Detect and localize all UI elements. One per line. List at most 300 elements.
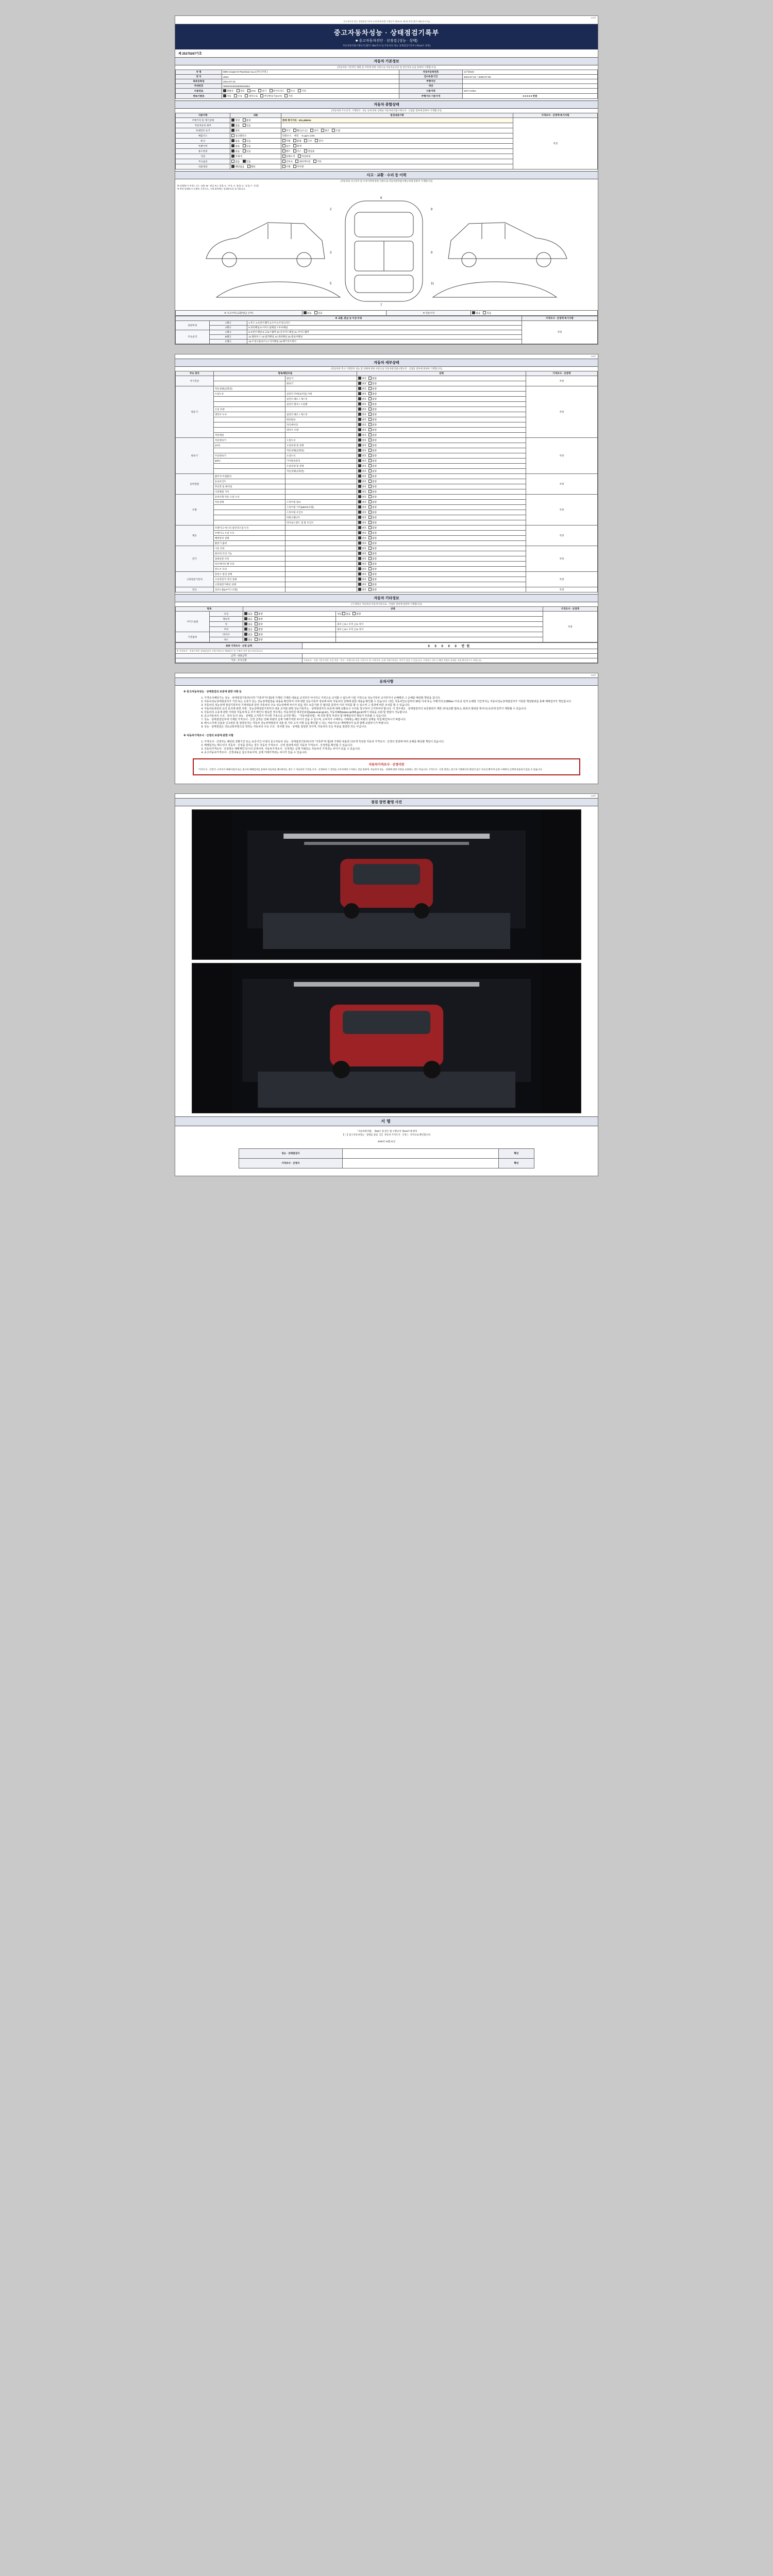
checkbox-detail-0-0-1[interactable]: 불량 bbox=[368, 377, 377, 380]
accident-note-1: ※ (상태표시 부호) : ( X : 교환, W : 판금 또는 용접, C : 부식, A : 흠집, U : 요철, T : 손상) bbox=[177, 184, 259, 187]
notice-item-7: 8. 해시고지에 신용과 신고번호 및 점검일자는 자동차 성능상태점검의 내용 및 기타 고지 사항 등을 확인할 수 있는 자료이므로 매매계약서 등과 함께 보관하시기 바랍니다. bbox=[204, 721, 590, 725]
detail-sub-1-3: 실린더 블록 / 오일팬 bbox=[285, 402, 357, 407]
checkbox-detail-3-1-0[interactable]: 양호 bbox=[358, 480, 366, 483]
number-value: 25375267기호 bbox=[182, 53, 202, 56]
detail-state-6-4 bbox=[357, 567, 526, 572]
table-row bbox=[176, 632, 598, 637]
checkbox-overall-9-1[interactable]: 해당 bbox=[247, 165, 256, 168]
checkbox-detail-2-5-1[interactable]: 불량 bbox=[368, 464, 377, 468]
checkbox-detail-7-0-0[interactable]: 양호 bbox=[358, 572, 366, 576]
accident-state-head: 가격조사 · 산정액 특기사항 bbox=[522, 316, 597, 321]
detail-state-8-0 bbox=[357, 587, 526, 592]
photos-title: 점검 장면 촬영 사진 bbox=[175, 798, 598, 806]
overall-table bbox=[175, 113, 598, 170]
detail-item-6-3: 라디에이터 팬 모터 bbox=[213, 562, 285, 567]
overall-name-2: 차대번호 표기 bbox=[176, 128, 230, 133]
checkbox-other-4-1[interactable]: 불량 bbox=[255, 633, 263, 636]
checkbox-detail-2-1-0[interactable]: 양호 bbox=[358, 444, 366, 447]
checkbox-fuel-2[interactable]: LPG bbox=[247, 89, 256, 92]
notice-title: 유의사항 bbox=[175, 677, 598, 686]
section-detail-title: 자동차 세부상태 bbox=[175, 359, 598, 367]
checkbox-detail-5-2-0[interactable]: 양호 bbox=[358, 536, 366, 540]
detail-col-3: 가격조사 · 산정액 bbox=[526, 371, 597, 376]
checkbox-detail-3-2-0[interactable]: 양호 bbox=[358, 485, 366, 488]
detail-group-5: 제동 bbox=[176, 526, 214, 546]
detail-sub-5-1 bbox=[285, 531, 357, 536]
checkbox-detail-2-2-1[interactable]: 불량 bbox=[368, 449, 377, 452]
notice-item-6: 7. 성능 · 상태점검일자에 기재된 가격조사 · 산정 금액은 당해 차량의 실제 거래가격과 차이가 있을 수 있으며, 소비자가 구매하는 거래에는 해당 차량의 상태를 직접 확인하시기 바랍니다. bbox=[204, 718, 590, 721]
overall-name-5: 특별이력 bbox=[176, 144, 230, 149]
checkbox-overall-5-1[interactable]: 있음 bbox=[243, 144, 251, 148]
signature-title: 서명 bbox=[175, 1116, 598, 1126]
checkbox-fuel-1[interactable]: 경유 bbox=[237, 89, 245, 93]
checkbox-fuel-3[interactable]: 전기 bbox=[258, 89, 266, 93]
notice-price-title: ※ 자동차가격조사 · 산정의 보증에 관한 사항 bbox=[183, 734, 233, 737]
checkbox-detail-2-2-0[interactable]: 양호 bbox=[358, 449, 366, 452]
table-header-row bbox=[176, 316, 598, 321]
detail-sub-1-0 bbox=[285, 386, 357, 392]
checkbox-detail-5-0-1[interactable]: 불량 bbox=[368, 526, 377, 530]
notice-price-item-3: 4. 중고자동차가격조사 · 산정내용은 참고자료이며, 실제 거래가격과는 차이가 있을 수 있습니다. bbox=[204, 751, 590, 754]
other-group-0: 사이드슬립 bbox=[176, 612, 210, 632]
svg-text:6: 6 bbox=[380, 197, 382, 200]
section-basic-title: 자동차 기본정보 bbox=[175, 57, 598, 65]
checkbox-detail-6-1-0[interactable]: 양호 bbox=[358, 552, 366, 555]
overall-col-3: 가격조사 · 산정액 특기사항 bbox=[513, 113, 598, 118]
detail-note-5: 적정 bbox=[526, 526, 597, 546]
checkbox-overall-9-0[interactable]: 해당없음 bbox=[231, 165, 244, 168]
detail-item-1-2 bbox=[213, 397, 285, 402]
detail-col-0: 주요 장치 bbox=[176, 371, 214, 376]
checkbox-fuel-6[interactable]: 기타 bbox=[298, 89, 306, 93]
detail-state-7-2 bbox=[357, 582, 526, 587]
checkbox-detail-6-2-0[interactable]: 양호 bbox=[358, 557, 366, 561]
detail-item-4-1: 작동상태 bbox=[213, 500, 285, 505]
detail-state-2-6 bbox=[357, 469, 526, 474]
checkbox-sunroof[interactable]: 선루프 bbox=[282, 160, 293, 163]
basic-usage-value: NOT CODA bbox=[462, 89, 597, 94]
checkbox-overall-5-0[interactable]: 없음 bbox=[231, 144, 240, 148]
other-table bbox=[175, 606, 598, 642]
checkbox-detail-7-2-0[interactable]: 양호 bbox=[358, 583, 366, 586]
checkbox-detail-1-8-1[interactable]: 불량 bbox=[368, 428, 377, 432]
checkbox-other-5-0[interactable]: 없음 bbox=[244, 638, 253, 641]
photo-2-graphic bbox=[192, 963, 581, 1113]
detail-state-1-6 bbox=[357, 417, 526, 422]
sheet-1 bbox=[175, 15, 598, 345]
checkbox-detail-7-0-1[interactable]: 불량 bbox=[368, 572, 377, 576]
detail-item-1-0: 작동상태(공회전) bbox=[213, 386, 285, 392]
checkbox-detail-3-3-0[interactable]: 양호 bbox=[358, 490, 366, 494]
checkbox-other-5-1[interactable]: 불량 bbox=[255, 638, 263, 641]
detail-state-3-1 bbox=[357, 479, 526, 484]
detail-note-3: 적정 bbox=[526, 474, 597, 495]
checkbox-overall-0-0[interactable]: 정상 bbox=[231, 118, 240, 122]
overall-name-4: 튜닝 bbox=[176, 139, 230, 144]
overall-opts-6 bbox=[230, 149, 281, 154]
checkbox-overall-6-1[interactable]: 있음 bbox=[243, 149, 251, 153]
checkbox-detail-4-3-1[interactable]: 불량 bbox=[368, 511, 377, 514]
other-opts-4 bbox=[243, 632, 336, 637]
detail-state-1-5 bbox=[357, 412, 526, 417]
basic-value2-2 bbox=[462, 79, 597, 84]
checkbox-detail-1-3-0[interactable]: 양호 bbox=[358, 402, 366, 406]
checkbox-rent[interactable]: 렌트 bbox=[282, 149, 291, 153]
checkbox-detail-1-2-1[interactable]: 불량 bbox=[368, 397, 377, 401]
checkbox-overall-2-4[interactable]: 변조 bbox=[321, 129, 329, 132]
detail-item-7-0: 충전구 절연 상태 bbox=[213, 572, 285, 577]
svg-text:8: 8 bbox=[431, 208, 433, 211]
checkbox-detail-5-3-1[interactable]: 불량 bbox=[368, 541, 377, 545]
checkbox-business[interactable]: 영업용 bbox=[304, 149, 314, 153]
final-price-note: ※ 가격조사 · 산정가격은 상태점검자 기재가격으로 매매상사 및 구매자 간의 참고자료입니다. bbox=[176, 649, 598, 654]
checkbox-tuning-legal[interactable]: 적법 bbox=[282, 139, 291, 143]
detail-col-1: 항목/해당부품 bbox=[213, 371, 357, 376]
detail-item-3-0: 클러치 어셈블리 bbox=[213, 474, 285, 479]
other-opts-5 bbox=[243, 637, 336, 642]
checkbox-overall-1-0[interactable]: 없음 bbox=[231, 124, 240, 127]
detail-item-6-2: 실내송풍 모터 bbox=[213, 556, 285, 562]
checkbox-trans-1[interactable]: 수동 bbox=[234, 94, 242, 98]
other-opts-1 bbox=[243, 617, 336, 622]
page-mark-2: 2/4면 bbox=[591, 355, 596, 358]
checkbox-detail-8-0-1[interactable]: 불량 bbox=[368, 588, 377, 591]
checkbox-other2-0-0[interactable]: 없음 bbox=[342, 612, 350, 616]
checkbox-other-0-1[interactable]: 불량 bbox=[255, 612, 263, 616]
overall-detail-5 bbox=[281, 144, 513, 149]
sign-field-0[interactable] bbox=[342, 1148, 499, 1158]
checkbox-detail-5-1-1[interactable]: 불량 bbox=[368, 531, 377, 535]
checkbox-detail-2-4-1[interactable]: 불량 bbox=[368, 459, 377, 463]
detail-sub-5-0 bbox=[285, 526, 357, 531]
sign-field-1[interactable] bbox=[342, 1158, 499, 1168]
detail-sub-7-2 bbox=[285, 582, 357, 587]
checkbox-detail-1-9-0[interactable]: 양호 bbox=[358, 433, 366, 437]
checkbox-lease[interactable]: 리스 bbox=[293, 149, 301, 153]
checkbox-detail-4-2-1[interactable]: 불량 bbox=[368, 505, 377, 509]
other-extra-label-2: 좌우 ( )% / 우측 ( )% 차이 bbox=[337, 622, 364, 625]
sign-role-0: 성능 · 상태점검자 bbox=[239, 1148, 343, 1158]
detail-item-2-5 bbox=[213, 464, 285, 469]
detail-item-6-0: 시동 모터 bbox=[213, 546, 285, 551]
detail-sub-1-2: 실린더 헤드 / 개스킷 bbox=[285, 397, 357, 402]
detail-note-0: 적정 bbox=[526, 376, 597, 386]
checkbox-other-1-0[interactable]: 없음 bbox=[244, 617, 253, 621]
detail-table-body bbox=[176, 376, 598, 592]
checkbox-overall-3-0[interactable]: 일산화탄소 bbox=[231, 134, 246, 138]
checkbox-other-0-0[interactable]: 없음 bbox=[244, 612, 253, 616]
checkbox-detail-1-0-1[interactable]: 불량 bbox=[368, 387, 377, 391]
checkbox-detail-1-8-0[interactable]: 양호 bbox=[358, 428, 366, 432]
other-name-4: 타이어 bbox=[209, 632, 243, 637]
detail-item-3-3: 디퍼렌셜 기어 bbox=[213, 489, 285, 495]
number-label: 제 bbox=[178, 53, 181, 56]
checkbox-detail-5-2-1[interactable]: 불량 bbox=[368, 536, 377, 540]
checkbox-detail-2-5-0[interactable]: 양호 bbox=[358, 464, 366, 468]
table-row bbox=[176, 438, 598, 443]
svg-text:3: 3 bbox=[330, 251, 332, 255]
detail-state-5-2 bbox=[357, 536, 526, 541]
checkbox-detail-0-1-0[interactable]: 양호 bbox=[358, 382, 366, 385]
other-name-3: 주차 bbox=[209, 627, 243, 632]
checkbox-detail-7-2-1[interactable]: 불량 bbox=[368, 583, 377, 586]
detail-sub-1-9 bbox=[285, 433, 357, 438]
detail-group-0: 자기진단 bbox=[176, 376, 214, 386]
svg-text:2: 2 bbox=[330, 208, 332, 211]
page-mark-4: 4/4면 bbox=[591, 794, 596, 797]
checkbox-tuning-struct[interactable]: 구조 bbox=[304, 139, 312, 143]
trans-options bbox=[222, 94, 399, 99]
overall-opts-4 bbox=[230, 139, 281, 144]
detail-state-5-0 bbox=[357, 526, 526, 531]
checkbox-detail-0-1-1[interactable]: 불량 bbox=[368, 382, 377, 385]
checkbox-detail-2-6-1[interactable]: 불량 bbox=[368, 469, 377, 473]
checkbox-detail-3-1-1[interactable]: 불량 bbox=[368, 480, 377, 483]
checkbox-detail-1-2-0[interactable]: 양호 bbox=[358, 397, 366, 401]
checkbox-simple-yes[interactable]: 있음 bbox=[483, 311, 491, 315]
checkbox-option-etc[interactable]: 기타 bbox=[313, 160, 322, 163]
checkbox-fuel-4[interactable]: 하이브리드 bbox=[270, 89, 284, 93]
checkbox-trans-2[interactable]: 세미오토 bbox=[245, 94, 258, 98]
section-other-title: 자동차 기타정보 bbox=[175, 594, 598, 602]
checkbox-fuel-5[interactable]: 수소 bbox=[287, 89, 295, 93]
checkbox-other-4-0[interactable]: 없음 bbox=[244, 633, 253, 636]
inspection-photo-1 bbox=[192, 809, 581, 960]
checkbox-trans-0[interactable]: 자동 bbox=[223, 94, 231, 98]
basic-value-2: 2014-07-10 bbox=[222, 79, 399, 84]
price-row-value-0 bbox=[302, 654, 597, 658]
checkbox-detail-1-5-1[interactable]: 불량 bbox=[368, 413, 377, 416]
overall-name-9: 리콜대상 bbox=[176, 164, 230, 170]
checkbox-detail-1-6-1[interactable]: 불량 bbox=[368, 418, 377, 421]
checkbox-overall-1-1[interactable]: 있음 bbox=[243, 124, 251, 127]
table-row bbox=[176, 376, 598, 381]
checkbox-detail-4-5-0[interactable]: 양호 bbox=[358, 521, 366, 524]
checkbox-detail-1-6-0[interactable]: 양호 bbox=[358, 418, 366, 421]
notice-item-0: 1. 가격조사해당기는 성능 · 상태점검기록부(이하 "기록부"라 함)에 기재된 기재된 내용을 교지하지 아니하고 거짓으로 교지할 수 없으며 이를 거짓으로 성능기록부 교지하거나 손해배상 그 손해를 배상할 책임을 집니다. bbox=[204, 696, 590, 700]
other-name-0: 유입 bbox=[209, 612, 243, 617]
overall-detail-8 bbox=[281, 159, 513, 164]
checkbox-detail-2-3-1[interactable]: 불량 bbox=[368, 454, 377, 457]
table-row bbox=[176, 627, 598, 632]
checkbox-other-2-1[interactable]: 불량 bbox=[255, 622, 263, 626]
checkbox-detail-2-1-1[interactable]: 불량 bbox=[368, 444, 377, 447]
checkbox-detail-1-4-0[interactable]: 양호 bbox=[358, 408, 366, 411]
checkbox-color-change[interactable]: 색상변경 bbox=[298, 155, 311, 158]
checkbox-overall-8-0[interactable]: 없음 bbox=[231, 160, 240, 163]
price-definition-box bbox=[193, 758, 580, 775]
basic-label-2: 최초등록일 bbox=[176, 79, 222, 84]
checkbox-detail-4-3-0[interactable]: 양호 bbox=[358, 511, 366, 514]
detail-state-4-5 bbox=[357, 520, 526, 526]
checkbox-detail-2-0-0[interactable]: 양호 bbox=[358, 438, 366, 442]
checkbox-detail-2-3-0[interactable]: 양호 bbox=[358, 454, 366, 457]
table-row bbox=[176, 658, 598, 663]
detail-state-4-3 bbox=[357, 510, 526, 515]
checkbox-detail-2-6-0[interactable]: 양호 bbox=[358, 469, 366, 473]
checkbox-detail-1-5-0[interactable]: 양호 bbox=[358, 413, 366, 416]
detail-state-3-0 bbox=[357, 474, 526, 479]
detail-sub-4-0 bbox=[285, 495, 357, 500]
detail-sub-6-1 bbox=[285, 551, 357, 556]
overall-detail-2 bbox=[281, 128, 513, 133]
price-definition-title: 자동차가격조사 · 산정이란 bbox=[368, 764, 405, 767]
table-row bbox=[176, 79, 598, 84]
overall-detail-0: 현재 계기거리 : 201,450Km bbox=[281, 118, 513, 123]
notice-item-2: 3. 자동차의 성능상태 점검기록부의 기재내용과 달리 자동차의 주요 성능상태에 차이가 있을 경우 보증기관 간 협의를 통하여 이의 처리를 할 수 있으며 그 결과에 따른 조치를 할 수 있습니다. bbox=[204, 703, 590, 707]
checkbox-detail-4-5-1[interactable]: 불량 bbox=[368, 521, 377, 524]
svg-text:11: 11 bbox=[431, 282, 434, 285]
checkbox-detail-3-3-1[interactable]: 불량 bbox=[368, 490, 377, 494]
checkbox-overall-2-2[interactable]: 훼손(오손) bbox=[293, 129, 308, 132]
signature-line-1: 「자동차관리법」 제58조 및 같은 법 시행규칙 제120조에 따라 bbox=[356, 1129, 417, 1132]
detail-sub-4-2: 스티어링 기어(MDPS포함) bbox=[285, 505, 357, 510]
checkbox-detail-3-2-1[interactable]: 불량 bbox=[368, 485, 377, 488]
checkbox-detail-1-1-0[interactable]: 양호 bbox=[358, 392, 366, 396]
checkbox-other2-0-1[interactable]: 불량 bbox=[352, 612, 361, 616]
checkbox-detail-1-1-1[interactable]: 불량 bbox=[368, 392, 377, 396]
checkbox-detail-4-0-0[interactable]: 양호 bbox=[358, 495, 366, 499]
checkbox-detail-1-9-1[interactable]: 불량 bbox=[368, 433, 377, 437]
checkbox-overall-8-1[interactable]: 있음 bbox=[243, 160, 251, 163]
checkbox-detail-2-4-0[interactable]: 양호 bbox=[358, 459, 366, 463]
checkbox-detail-4-4-0[interactable]: 양호 bbox=[358, 516, 366, 519]
checkbox-recall-undone[interactable]: 미이행 bbox=[293, 165, 304, 168]
detail-note-1: 적정 bbox=[526, 386, 597, 438]
section-overall-title: 자동차 종합상태 bbox=[175, 100, 598, 109]
checkbox-detail-1-0-0[interactable]: 양호 bbox=[358, 387, 366, 391]
accident-items-0: 1.후드 2.프론트휀더 3.도어 4.트렁크리드 bbox=[247, 321, 522, 326]
detail-state-0-1 bbox=[357, 381, 526, 386]
checkbox-detail-4-2-0[interactable]: 양호 bbox=[358, 505, 366, 509]
checkbox-trans-4[interactable]: 기타 bbox=[284, 94, 293, 98]
checkbox-detail-6-0-1[interactable]: 불량 bbox=[368, 547, 377, 550]
table-row bbox=[176, 587, 598, 592]
document-number bbox=[175, 49, 598, 57]
checkbox-detail-5-1-0[interactable]: 양호 bbox=[358, 531, 366, 535]
checkbox-detail-6-3-0[interactable]: 양호 bbox=[358, 562, 366, 566]
checkbox-navigation[interactable]: 내비게이션 bbox=[295, 160, 310, 163]
accident-items-4: 16.트렁크플로어 17.리어패널 18.패키지트레이 bbox=[247, 340, 522, 344]
detail-state-6-1 bbox=[357, 551, 526, 556]
checkbox-detail-8-0-0[interactable]: 양호 bbox=[358, 588, 366, 591]
table-row bbox=[239, 1158, 534, 1168]
checkbox-other-1-1[interactable]: 불량 bbox=[255, 617, 263, 621]
checkbox-overall-2-3[interactable]: 상이 bbox=[310, 129, 318, 132]
checkbox-detail-3-0-0[interactable]: 양호 bbox=[358, 474, 366, 478]
checkbox-overall-0-1[interactable]: 불량 bbox=[243, 118, 251, 122]
overall-opts-9 bbox=[230, 164, 281, 170]
overall-opts-1 bbox=[230, 123, 281, 128]
detail-group-7: 고전원전기장치 bbox=[176, 572, 214, 587]
accident-state: 적정 bbox=[522, 321, 597, 344]
detail-sub-5-3 bbox=[285, 541, 357, 546]
table-row bbox=[176, 75, 598, 79]
checkbox-overall-4-0[interactable]: 없음 bbox=[231, 139, 240, 143]
checkbox-detail-5-0-0[interactable]: 양호 bbox=[358, 526, 366, 530]
checkbox-overall-7-0[interactable]: 무채색 bbox=[231, 155, 242, 158]
checkbox-detail-2-0-1[interactable]: 불량 bbox=[368, 438, 377, 442]
sign-confirm-1: 확인 bbox=[499, 1158, 534, 1168]
checkbox-detail-6-3-1[interactable]: 불량 bbox=[368, 562, 377, 566]
basic-label2-2: 주행거리 bbox=[399, 79, 463, 84]
detail-item-2-2 bbox=[213, 448, 285, 453]
checkbox-full-paint[interactable]: 전체도색 bbox=[282, 155, 295, 158]
checkbox-recall-done[interactable]: 이행 bbox=[282, 165, 291, 168]
checkbox-detail-1-7-0[interactable]: 양호 bbox=[358, 423, 366, 427]
checkbox-detail-6-0-0[interactable]: 양호 bbox=[358, 547, 366, 550]
sheet-2 bbox=[175, 354, 598, 664]
notice-item-3: 4. 자동차등록번호 등의 문의에 관한 사항 : 성능상태점검기록부의 내용 교지와 관련 성능기록부는 · 상태점검자의 보증에 대해 교환요구 구사를 청구하여 고지하여야 합니다. 이 경우에도 · 상태점검자의 보증범위가 제한 되어(교환 및/또는 회피의 범위를 벗어나) 보증에 일부가 제한될 수 있습니다. bbox=[204, 707, 590, 710]
checkbox-detail-6-4-1[interactable]: 불량 bbox=[368, 567, 377, 571]
checkbox-detail-6-1-1[interactable]: 불량 bbox=[368, 552, 377, 555]
checkbox-detail-4-4-1[interactable]: 불량 bbox=[368, 516, 377, 519]
checkbox-tuning-device[interactable]: 장치 bbox=[315, 139, 323, 143]
checkbox-detail-6-4-0[interactable]: 양호 bbox=[358, 567, 366, 571]
checkbox-overall-6-0[interactable]: 없음 bbox=[231, 149, 240, 153]
checkbox-detail-6-2-1[interactable]: 불량 bbox=[368, 557, 377, 561]
checkbox-other-2-0[interactable]: 없음 bbox=[244, 622, 253, 626]
checkbox-overall-2-0[interactable]: 양호 bbox=[231, 129, 240, 132]
basic-label-0: 차 명 bbox=[176, 70, 222, 75]
detail-sub-2-6: 작동상태(공회전) bbox=[285, 469, 357, 474]
overall-detail-7 bbox=[281, 154, 513, 159]
checkbox-detail-0-0-0[interactable]: 양호 bbox=[358, 377, 366, 380]
checkbox-detail-4-1-0[interactable]: 양호 bbox=[358, 500, 366, 504]
checkbox-detail-7-1-1[interactable]: 불량 bbox=[368, 578, 377, 581]
basic-value2-0: 14가6103 bbox=[462, 70, 597, 75]
checkbox-detail-4-0-1[interactable]: 불량 bbox=[368, 495, 377, 499]
checkbox-detail-1-4-1[interactable]: 불량 bbox=[368, 408, 377, 411]
detail-item-4-4 bbox=[213, 515, 285, 520]
other-extra-0 bbox=[336, 612, 543, 617]
checkbox-trans-3[interactable]: 무단변속기(CVT) bbox=[260, 94, 281, 98]
detail-sub-5-2 bbox=[285, 536, 357, 541]
other-col-0: 항목 bbox=[176, 607, 243, 612]
notice-price-item-0: 1. 가격조사 · 산정자는 해당된 상황기간 또는 보증기간 이내의 중고자동차 성능 · 상태점검기록부(이하 "기록부"라 함)에 기재된 내용과 다르게 작성된 자동차 가격조사 · 산정의 결과에 따라 손해를 배상할 책임이 있습니다. bbox=[204, 740, 590, 743]
checkbox-detail-3-0-1[interactable]: 불량 bbox=[368, 474, 377, 478]
checkbox-detail-1-7-1[interactable]: 불량 bbox=[368, 423, 377, 427]
checkbox-detail-1-3-1[interactable]: 불량 bbox=[368, 402, 377, 406]
checkbox-fuel-0[interactable]: 휘발유 bbox=[223, 89, 233, 93]
checkbox-detail-5-3-0[interactable]: 양호 bbox=[358, 541, 366, 545]
other-name-1: 제동력 bbox=[209, 617, 243, 622]
detail-item-3-2: 추진축 및 베어링 bbox=[213, 484, 285, 489]
photo-1-graphic bbox=[192, 810, 581, 959]
checkbox-overall-2-5[interactable]: 도말 bbox=[332, 129, 340, 132]
table-row bbox=[176, 474, 598, 479]
accident-q1: ※ 사고이력 (교환/판금 유무) bbox=[176, 311, 303, 316]
checkbox-other-3-0[interactable]: 없음 bbox=[244, 628, 253, 631]
checkbox-overall-4-1[interactable]: 있음 bbox=[243, 139, 251, 143]
table-row bbox=[176, 617, 598, 622]
checkbox-fire[interactable]: 화재 bbox=[293, 144, 301, 148]
checkbox-detail-4-1-1[interactable]: 불량 bbox=[368, 500, 377, 504]
checkbox-other-3-1[interactable]: 불량 bbox=[255, 628, 263, 631]
overall-opts-8 bbox=[230, 159, 281, 164]
checkbox-detail-7-1-0[interactable]: 양호 bbox=[358, 578, 366, 581]
checkbox-simple-none[interactable]: 없음 bbox=[472, 311, 480, 315]
table-row bbox=[176, 321, 598, 326]
checkbox-overall-2-1[interactable]: 부식 bbox=[282, 129, 291, 132]
detail-group-8: 연료 bbox=[176, 587, 214, 592]
checkbox-accident-none[interactable]: 없음 bbox=[304, 311, 312, 315]
checkbox-tuning-illegal[interactable]: 불법 bbox=[293, 139, 301, 143]
detail-sub-3-0 bbox=[285, 474, 357, 479]
detail-sub-0-0: 원동기 bbox=[285, 376, 357, 381]
checkbox-accident-yes[interactable]: 있음 bbox=[314, 311, 323, 315]
checkbox-flood[interactable]: 침수 bbox=[282, 144, 291, 148]
